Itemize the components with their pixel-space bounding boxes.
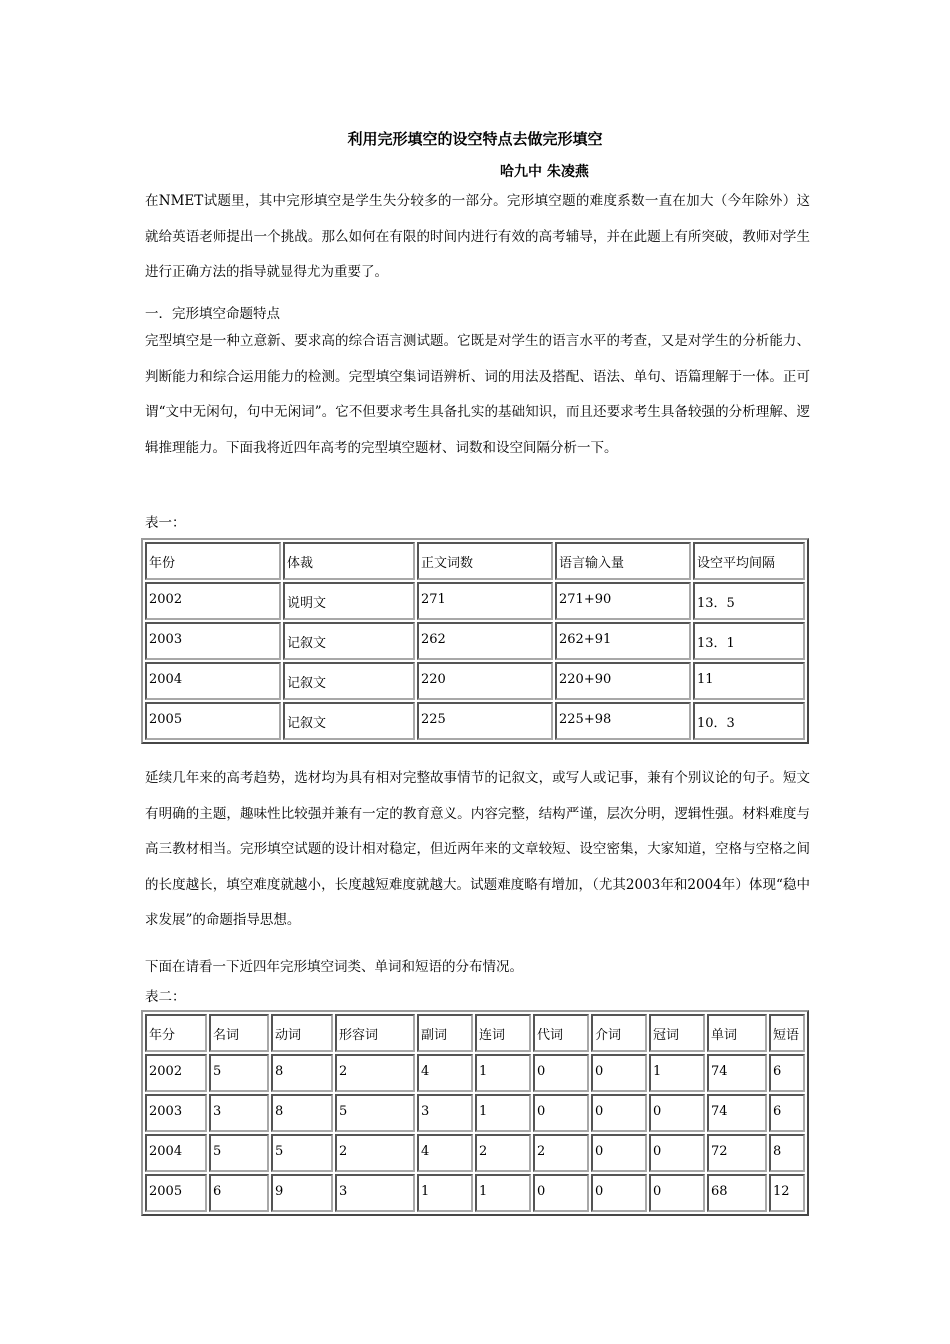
table1-cell: 2005 bbox=[145, 702, 281, 740]
section-paragraph: 完型填空是一种立意新、要求高的综合语言测试题。它既是对学生的语言水平的考查，又是对学生的分析能力、判断能力和综合运用能力的检测。完型填空集词语辨析、词的用法及搭配、语法、单句、语篇理解于一体。正可谓“文中无闲句，句中无闲词”。它不但要求考生具备扎实的基础知识，而且还要求考生具备较强的分析理解、逻辑推理能力。下面我将近四年高考的完型填空题材、词数和设空间隔分析一下。 bbox=[145, 333, 810, 456]
table2-label: 表二： bbox=[145, 989, 186, 1005]
table2-cell: 3 bbox=[335, 1174, 415, 1212]
table2-cell: 0 bbox=[533, 1094, 589, 1132]
table2-cell: 8 bbox=[271, 1054, 333, 1092]
table-row bbox=[145, 1054, 805, 1092]
table2-cell: 6 bbox=[209, 1174, 269, 1212]
table-row bbox=[145, 662, 805, 700]
table1-header-cell: 正文词数 bbox=[417, 542, 553, 580]
table1-header-cell: 年份 bbox=[145, 542, 281, 580]
table2-header-cell: 动词 bbox=[271, 1014, 333, 1052]
analysis-paragraph: 延续几年来的高考趋势，选材均为具有相对完整故事情节的记叙文，或写人或记事，兼有个别议论的句子。短文有明确的主题，趣味性比较强并兼有一定的教育意义。内容完整，结构严谨，层次分明，逻辑性强。材料难度与高三教材相当。完形填空试题的设计相对稳定，但近两年来的文章较短、设空密集，大家知道，空格与空格之间的长度越长，填空难度就越小，长度越短难度就越大。试题难度略有增加，（尤其2003年和2004年）体现“稳中求发展”的命题指导思想。 bbox=[145, 770, 810, 928]
table2-header-cell: 代词 bbox=[533, 1014, 589, 1052]
table2-cell: 5 bbox=[271, 1134, 333, 1172]
table1-cell: 2002 bbox=[145, 582, 281, 620]
table1-cell: 13．5 bbox=[693, 582, 805, 620]
table1-cell: 2004 bbox=[145, 662, 281, 700]
table1-cell: 2003 bbox=[145, 622, 281, 660]
table2-header-row bbox=[145, 1014, 805, 1052]
table2-cell: 2004 bbox=[145, 1134, 207, 1172]
table1-cell: 271+90 bbox=[555, 582, 691, 620]
table2 bbox=[141, 1010, 809, 1216]
table2-cell: 2 bbox=[335, 1134, 415, 1172]
table1-cell: 262 bbox=[417, 622, 553, 660]
table2-cell: 0 bbox=[591, 1094, 647, 1132]
table2-cell: 2003 bbox=[145, 1094, 207, 1132]
table2-cell: 12 bbox=[769, 1174, 805, 1212]
table1-cell: 220 bbox=[417, 662, 553, 700]
table2-header-cell: 单词 bbox=[707, 1014, 767, 1052]
table2-cell: 0 bbox=[649, 1134, 705, 1172]
table2-cell: 6 bbox=[769, 1094, 805, 1132]
table2-cell: 8 bbox=[271, 1094, 333, 1132]
table2-cell: 1 bbox=[417, 1174, 473, 1212]
table1-cell: 262+91 bbox=[555, 622, 691, 660]
table2-header-cell: 短语 bbox=[769, 1014, 805, 1052]
table1-cell: 11 bbox=[693, 662, 805, 700]
table2-cell: 6 bbox=[769, 1054, 805, 1092]
table2-cell: 74 bbox=[707, 1094, 767, 1132]
table1-header-cell: 语言输入量 bbox=[555, 542, 691, 580]
table1-cell: 271 bbox=[417, 582, 553, 620]
table1-cell: 说明文 bbox=[283, 582, 415, 620]
author-line: 哈九中 朱凌燕 bbox=[500, 164, 589, 180]
table2-cell: 0 bbox=[591, 1054, 647, 1092]
table2-cell: 4 bbox=[417, 1054, 473, 1092]
table2-cell: 9 bbox=[271, 1174, 333, 1212]
table2-cell: 1 bbox=[475, 1094, 531, 1132]
table2-cell: 1 bbox=[475, 1054, 531, 1092]
table1-cell: 记叙文 bbox=[283, 622, 415, 660]
table2-header-cell: 形容词 bbox=[335, 1014, 415, 1052]
table-row bbox=[145, 622, 805, 660]
table1-cell: 10．3 bbox=[693, 702, 805, 740]
table2-cell: 4 bbox=[417, 1134, 473, 1172]
table-row bbox=[145, 1174, 805, 1212]
table2-cell: 5 bbox=[209, 1134, 269, 1172]
table2-header-cell: 冠词 bbox=[649, 1014, 705, 1052]
table2-cell: 74 bbox=[707, 1054, 767, 1092]
table1-cell: 225 bbox=[417, 702, 553, 740]
table1-header-cell: 设空平均间隔 bbox=[693, 542, 805, 580]
table2-cell: 1 bbox=[649, 1054, 705, 1092]
table2-cell: 8 bbox=[769, 1134, 805, 1172]
table2-cell: 72 bbox=[707, 1134, 767, 1172]
table2-cell: 5 bbox=[335, 1094, 415, 1132]
table1-cell: 225+98 bbox=[555, 702, 691, 740]
table2-header-cell: 年分 bbox=[145, 1014, 207, 1052]
table-row bbox=[145, 1094, 805, 1132]
table1 bbox=[141, 538, 809, 744]
table2-cell: 2 bbox=[475, 1134, 531, 1172]
table1-cell: 记叙文 bbox=[283, 662, 415, 700]
table2-cell: 3 bbox=[209, 1094, 269, 1132]
table1-cell: 13．1 bbox=[693, 622, 805, 660]
document-title: 利用完形填空的设空特点去做完形填空 bbox=[347, 130, 603, 148]
transition-line: 下面在请看一下近四年完形填空词类、单词和短语的分布情况。 bbox=[145, 959, 523, 975]
table2-cell: 2 bbox=[533, 1134, 589, 1172]
table2-cell: 0 bbox=[591, 1174, 647, 1212]
table2-cell: 0 bbox=[533, 1054, 589, 1092]
table2-cell: 0 bbox=[649, 1094, 705, 1132]
table2-header-cell: 副词 bbox=[417, 1014, 473, 1052]
intro-paragraph: 在NMET试题里，其中完形填空是学生失分较多的一部分。完形填空题的难度系数一直在加大（今年除外）这就给英语老师提出一个挑战。那么如何在有限的时间内进行有效的高考辅导，并在此题上有所突破，教师对学生进行正确方法的指导就显得尤为重要了。 bbox=[145, 193, 810, 280]
table2-cell: 3 bbox=[417, 1094, 473, 1132]
table2-cell: 2002 bbox=[145, 1054, 207, 1092]
table1-header-cell: 体裁 bbox=[283, 542, 415, 580]
table1-header-row bbox=[145, 542, 805, 580]
table-row bbox=[145, 702, 805, 740]
table-row bbox=[145, 1134, 805, 1172]
table2-header-cell: 介词 bbox=[591, 1014, 647, 1052]
table1-label: 表一： bbox=[145, 515, 186, 531]
table1-cell: 记叙文 bbox=[283, 702, 415, 740]
table2-cell: 0 bbox=[649, 1174, 705, 1212]
table2-cell: 1 bbox=[475, 1174, 531, 1212]
table2-cell: 2 bbox=[335, 1054, 415, 1092]
table2-header-cell: 名词 bbox=[209, 1014, 269, 1052]
table2-cell: 5 bbox=[209, 1054, 269, 1092]
table2-cell: 68 bbox=[707, 1174, 767, 1212]
table2-cell: 0 bbox=[591, 1134, 647, 1172]
table1-cell: 220+90 bbox=[555, 662, 691, 700]
table2-cell: 0 bbox=[533, 1174, 589, 1212]
table-row bbox=[145, 582, 805, 620]
section-heading: 一．完形填空命题特点 bbox=[145, 306, 280, 322]
table2-header-cell: 连词 bbox=[475, 1014, 531, 1052]
table2-cell: 2005 bbox=[145, 1174, 207, 1212]
